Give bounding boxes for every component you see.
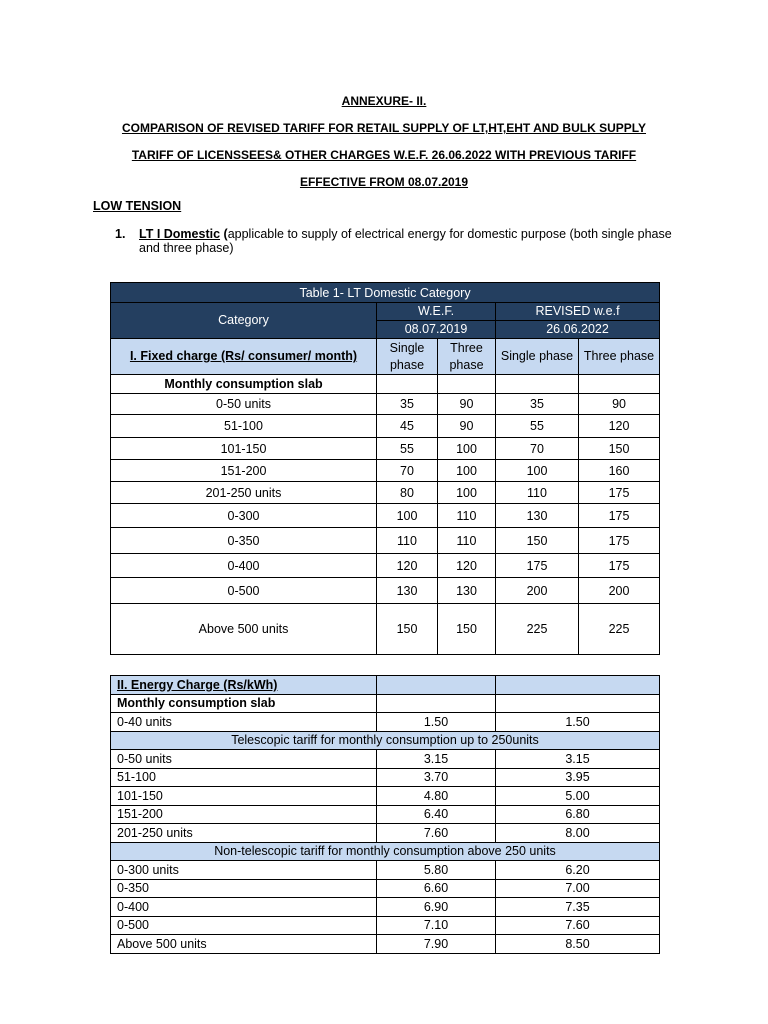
new-single-cell: 55 xyxy=(496,415,579,438)
empty-cell xyxy=(377,375,438,394)
old-rate-cell: 4.80 xyxy=(377,787,496,806)
list-title: LT I Domestic xyxy=(139,227,221,241)
table-row xyxy=(111,935,660,954)
new-rate-cell: 7.60 xyxy=(496,916,660,935)
old-single-cell: 130 xyxy=(377,578,438,604)
lt-domestic-fixed-charge-table xyxy=(110,282,660,655)
new-single-cell: 175 xyxy=(496,554,579,578)
slab-cell: 51-100 xyxy=(111,768,377,787)
slab-cell: 0-400 xyxy=(111,554,377,578)
old-three-cell: 110 xyxy=(438,528,496,554)
table-row xyxy=(111,504,660,528)
slab-cell: 0-50 units xyxy=(111,394,377,415)
title-line-2: TARIFF OF LICENSSEES& OTHER CHARGES W.E.F. 26.06.2022 WITH PREVIOUS TARIFF xyxy=(131,148,637,162)
new-three-cell: 200 xyxy=(579,578,660,604)
new-three-cell: 175 xyxy=(579,554,660,578)
slab-cell: 151-200 xyxy=(111,805,377,824)
new-single-cell: 200 xyxy=(496,578,579,604)
old-rate-cell: 6.40 xyxy=(377,805,496,824)
slab-cell: 201-250 units xyxy=(111,824,377,843)
old-single-cell: 70 xyxy=(377,460,438,482)
title-line-1: COMPARISON OF REVISED TARIFF FOR RETAIL SUPPLY OF LT,HT,EHT AND BULK SUPPLY xyxy=(121,121,647,135)
new-rate-cell: 6.80 xyxy=(496,805,660,824)
monthly-slab-label: Monthly consumption slab xyxy=(111,694,377,713)
old-three-cell: 150 xyxy=(438,604,496,655)
old-rate-cell: 7.10 xyxy=(377,916,496,935)
slab-cell: 0-300 xyxy=(111,504,377,528)
non-telescopic-rows xyxy=(111,861,660,954)
telescopic-label: Telescopic tariff for monthly consumption up to 250units xyxy=(111,731,660,750)
table-row xyxy=(111,824,660,843)
old-rate-cell: 3.70 xyxy=(377,768,496,787)
old-single-cell: 45 xyxy=(377,415,438,438)
old-rate-cell: 6.60 xyxy=(377,879,496,898)
old-single-cell: 35 xyxy=(377,394,438,415)
annexure-heading: ANNEXURE- II. xyxy=(341,94,427,108)
old-three-cell: 90 xyxy=(438,415,496,438)
new-single-cell: 150 xyxy=(496,528,579,554)
list-text: applicable to supply of electrical energy for domestic purpose (both single phase and three phase) xyxy=(139,227,672,255)
table-row xyxy=(111,415,660,438)
new-rate-cell: 8.50 xyxy=(496,935,660,954)
old-single-cell: 80 xyxy=(377,482,438,504)
table-row xyxy=(111,898,660,917)
new-single-cell: 225 xyxy=(496,604,579,655)
table-row xyxy=(111,394,660,415)
wef-header-2: 08.07.2019 xyxy=(377,321,496,339)
old-three-phase-header: Three phase xyxy=(438,339,496,375)
energy-charge-table xyxy=(110,675,660,954)
table-row xyxy=(111,879,660,898)
slab-cell: 0-300 units xyxy=(111,861,377,880)
new-three-cell: 175 xyxy=(579,528,660,554)
old-rate-cell: 7.60 xyxy=(377,824,496,843)
table-row xyxy=(111,750,660,769)
new-rate-cell: 3.15 xyxy=(496,750,660,769)
old-single-cell: 150 xyxy=(377,604,438,655)
empty-cell xyxy=(496,375,579,394)
table-row xyxy=(111,787,660,806)
table-row xyxy=(111,460,660,482)
old-three-cell: 120 xyxy=(438,554,496,578)
title-line-3: EFFECTIVE FROM 08.07.2019 xyxy=(299,175,469,189)
new-single-cell: 110 xyxy=(496,482,579,504)
slab-cell: 0-500 xyxy=(111,578,377,604)
old-three-cell: 110 xyxy=(438,504,496,528)
revised-header-1: REVISED w.e.f xyxy=(496,303,660,321)
non-telescopic-label: Non-telescopic tariff for monthly consumption above 250 units xyxy=(111,842,660,861)
old-single-cell: 110 xyxy=(377,528,438,554)
new-rate-cell: 1.50 xyxy=(496,713,660,732)
table-row xyxy=(111,768,660,787)
new-three-phase-header: Three phase xyxy=(579,339,660,375)
old-rate-cell: 5.80 xyxy=(377,861,496,880)
old-single-cell: 120 xyxy=(377,554,438,578)
empty-cell xyxy=(579,375,660,394)
old-single-cell: 100 xyxy=(377,504,438,528)
new-single-phase-header: Single phase xyxy=(496,339,579,375)
table-row xyxy=(111,438,660,460)
new-rate-cell: 6.20 xyxy=(496,861,660,880)
new-three-cell: 150 xyxy=(579,438,660,460)
revised-header-2: 26.06.2022 xyxy=(496,321,660,339)
fixed-charge-rows xyxy=(111,394,660,655)
energy-charge-label: II. Energy Charge (Rs/kWh) xyxy=(111,676,377,695)
slab-cell: 101-150 xyxy=(111,787,377,806)
empty-cell xyxy=(496,694,660,713)
section-label: LOW TENSION xyxy=(93,199,182,213)
table-row xyxy=(111,482,660,504)
old-rate-cell: 7.90 xyxy=(377,935,496,954)
empty-cell xyxy=(496,676,660,695)
slab-cell: Above 500 units xyxy=(111,935,377,954)
table-row xyxy=(111,578,660,604)
new-three-cell: 175 xyxy=(579,482,660,504)
slab-cell: 51-100 xyxy=(111,415,377,438)
new-three-cell: 120 xyxy=(579,415,660,438)
old-rate-cell: 1.50 xyxy=(377,713,496,732)
slab-cell: 101-150 xyxy=(111,438,377,460)
empty-cell xyxy=(377,694,496,713)
table-row xyxy=(111,604,660,655)
table-row xyxy=(111,805,660,824)
new-three-cell: 225 xyxy=(579,604,660,655)
table-title: Table 1- LT Domestic Category xyxy=(111,283,660,303)
slab-cell: 0-500 xyxy=(111,916,377,935)
list-number: 1. xyxy=(115,227,126,241)
empty-cell xyxy=(438,375,496,394)
old-single-cell: 55 xyxy=(377,438,438,460)
old-three-cell: 130 xyxy=(438,578,496,604)
list-paren: ( xyxy=(223,227,228,241)
telescopic-rows xyxy=(111,750,660,843)
old-rate-cell: 3.15 xyxy=(377,750,496,769)
category-header: Category xyxy=(111,303,377,339)
table-row xyxy=(111,916,660,935)
old-three-cell: 100 xyxy=(438,482,496,504)
fixed-charge-label: I. Fixed charge (Rs/ consumer/ month) xyxy=(111,339,377,375)
monthly-slab-label: Monthly consumption slab xyxy=(111,375,377,394)
old-three-cell: 100 xyxy=(438,460,496,482)
table-row xyxy=(111,554,660,578)
slab-cell: 0-400 xyxy=(111,898,377,917)
old-rate-cell: 6.90 xyxy=(377,898,496,917)
old-single-phase-header: Single phase xyxy=(377,339,438,375)
slab-cell: 0-40 units xyxy=(111,713,377,732)
old-three-cell: 90 xyxy=(438,394,496,415)
old-three-cell: 100 xyxy=(438,438,496,460)
slab-cell: 151-200 xyxy=(111,460,377,482)
table-row xyxy=(111,528,660,554)
wef-header-1: W.E.F. xyxy=(377,303,496,321)
list-description xyxy=(139,227,675,255)
empty-cell xyxy=(377,676,496,695)
new-single-cell: 35 xyxy=(496,394,579,415)
new-single-cell: 100 xyxy=(496,460,579,482)
new-rate-cell: 7.35 xyxy=(496,898,660,917)
new-three-cell: 90 xyxy=(579,394,660,415)
new-rate-cell: 5.00 xyxy=(496,787,660,806)
slab-cell: Above 500 units xyxy=(111,604,377,655)
new-rate-cell: 7.00 xyxy=(496,879,660,898)
new-rate-cell: 8.00 xyxy=(496,824,660,843)
slab-cell: 201-250 units xyxy=(111,482,377,504)
slab-cell: 0-50 units xyxy=(111,750,377,769)
new-three-cell: 160 xyxy=(579,460,660,482)
new-rate-cell: 3.95 xyxy=(496,768,660,787)
slab-cell: 0-350 xyxy=(111,528,377,554)
table-row xyxy=(111,861,660,880)
slab-cell: 0-350 xyxy=(111,879,377,898)
new-single-cell: 70 xyxy=(496,438,579,460)
new-three-cell: 175 xyxy=(579,504,660,528)
new-single-cell: 130 xyxy=(496,504,579,528)
